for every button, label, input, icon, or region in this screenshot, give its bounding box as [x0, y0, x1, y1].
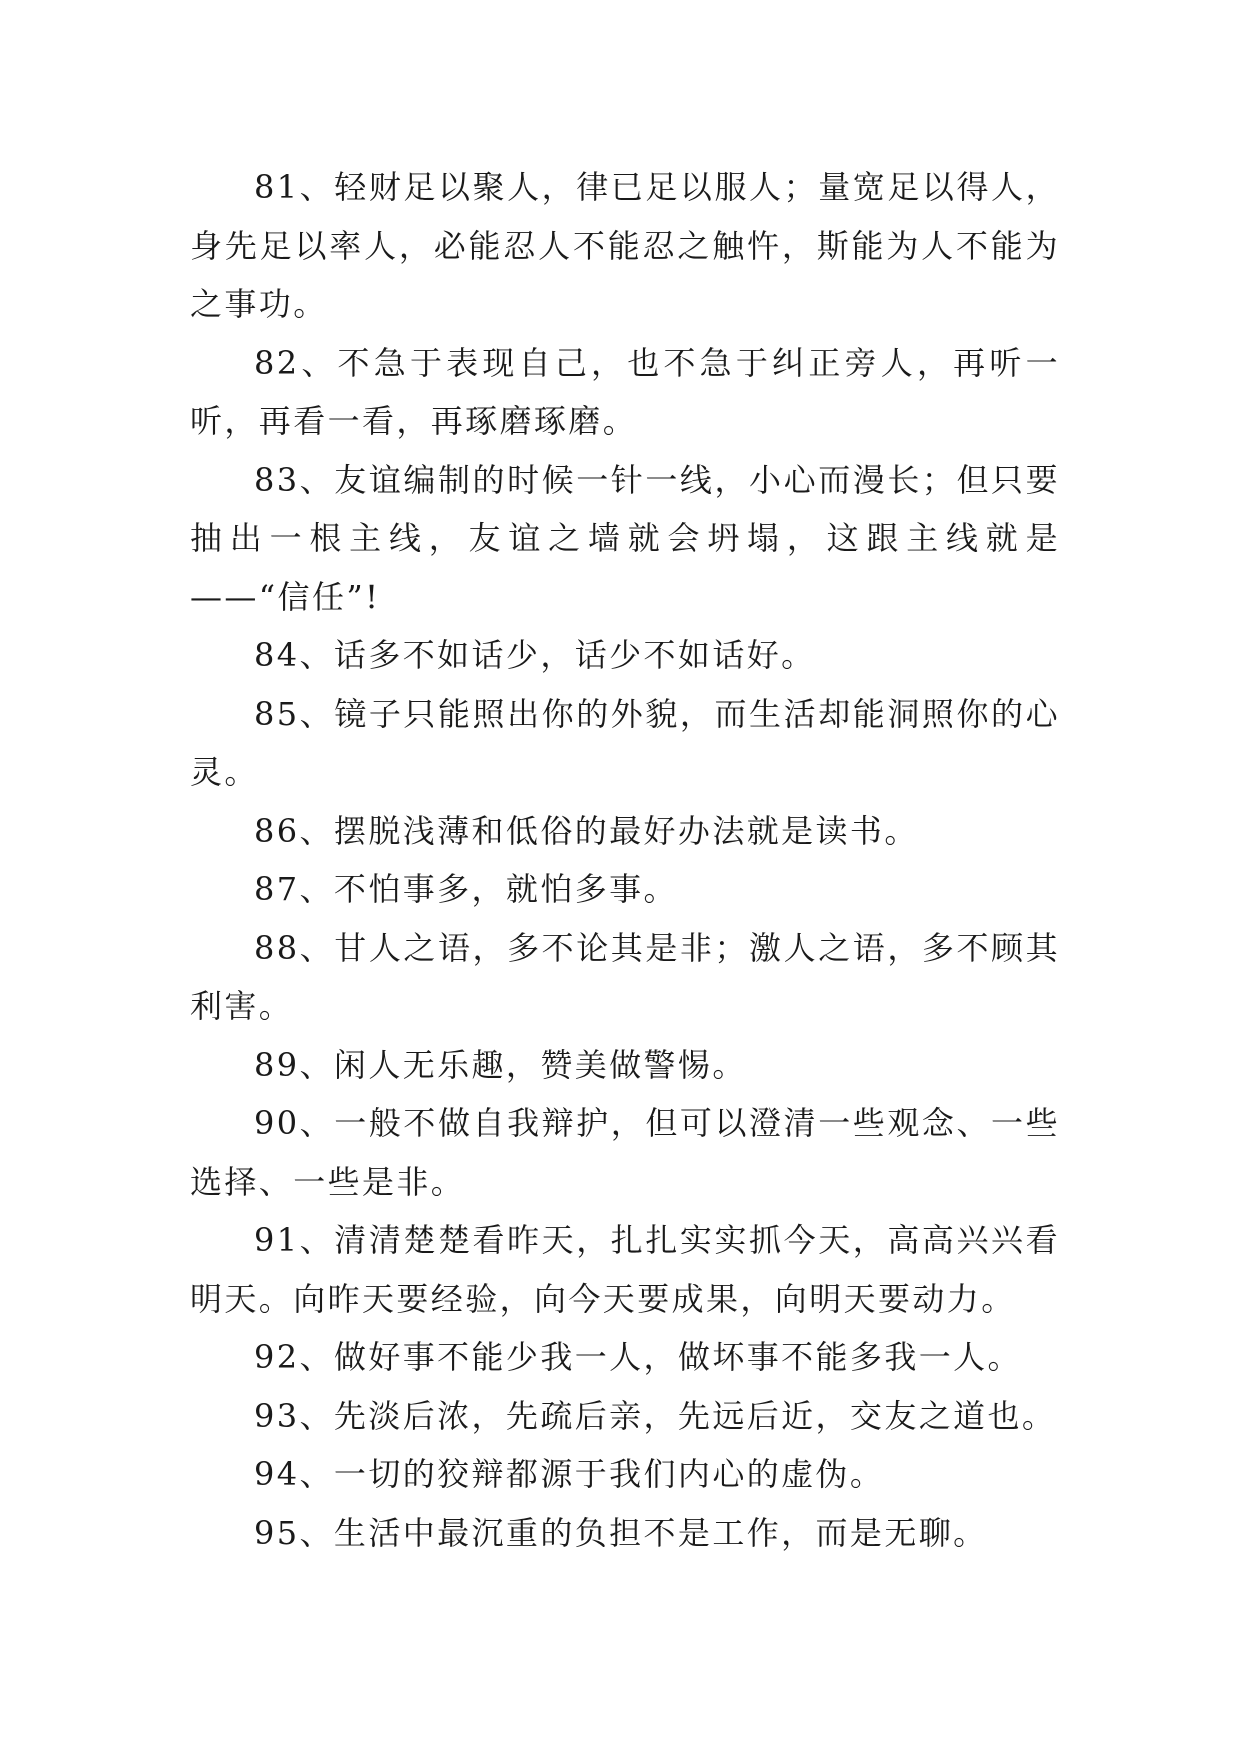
- quote-paragraph-89: 89、闲人无乐趣，赞美做警惕。: [254, 1045, 747, 1084]
- quote-paragraph-93: 93、先淡后浓，先疏后亲，先远后近，交友之道也。: [254, 1396, 1057, 1435]
- quote-paragraph-87: 87、不怕事多，就怕多事。: [254, 870, 678, 908]
- quote-paragraph-91: 91、清清楚楚看昨天，扎扎实实抓今天，高高兴兴看明天。向昨天要经验，向今天要成果，向明天要动力。: [190, 1221, 1060, 1318]
- document-body: [190, 158, 1060, 1562]
- quote-paragraph-95: 95、生活中最沉重的负担不是工作，而是无聊。: [254, 1513, 988, 1552]
- quote-paragraph-81: 81、轻财足以聚人，律已足以服人；量宽足以得人，身先足以率人，必能忍人不能忍之触忤，斯能为人不能为之事功。: [190, 168, 1060, 323]
- quote-paragraph-94: 94、一切的狡辩都源于我们内心的虚伪。: [254, 1455, 885, 1493]
- quote-paragraph-88: 88、甘人之语，多不论其是非；激人之语，多不顾其利害。: [190, 928, 1060, 1025]
- quote-paragraph-84: 84、话多不如话少，话少不如话好。: [254, 636, 816, 674]
- quote-paragraph-90: 90、一般不做自我辩护，但可以澄清一些观念、一些选择、一些是非。: [190, 1104, 1060, 1201]
- quote-paragraph-85: 85、镜子只能照出你的外貌，而生活却能洞照你的心灵。: [190, 694, 1060, 791]
- quote-paragraph-86: 86、摆脱浅薄和低俗的最好办法就是读书。: [254, 811, 919, 850]
- quote-paragraph-92: 92、做好事不能少我一人，做坏事不能多我一人。: [254, 1338, 1022, 1376]
- quote-paragraph-82: 82、不急于表现自己，也不急于纠正旁人，再听一听，再看一看，再琢磨琢磨。: [190, 343, 1060, 440]
- quote-paragraph-83: 83、友谊编制的时候一针一线，小心而漫长；但只要抽出一根主线，友谊之墙就会坍塌，这跟主线就是——“信任”!: [190, 460, 1060, 616]
